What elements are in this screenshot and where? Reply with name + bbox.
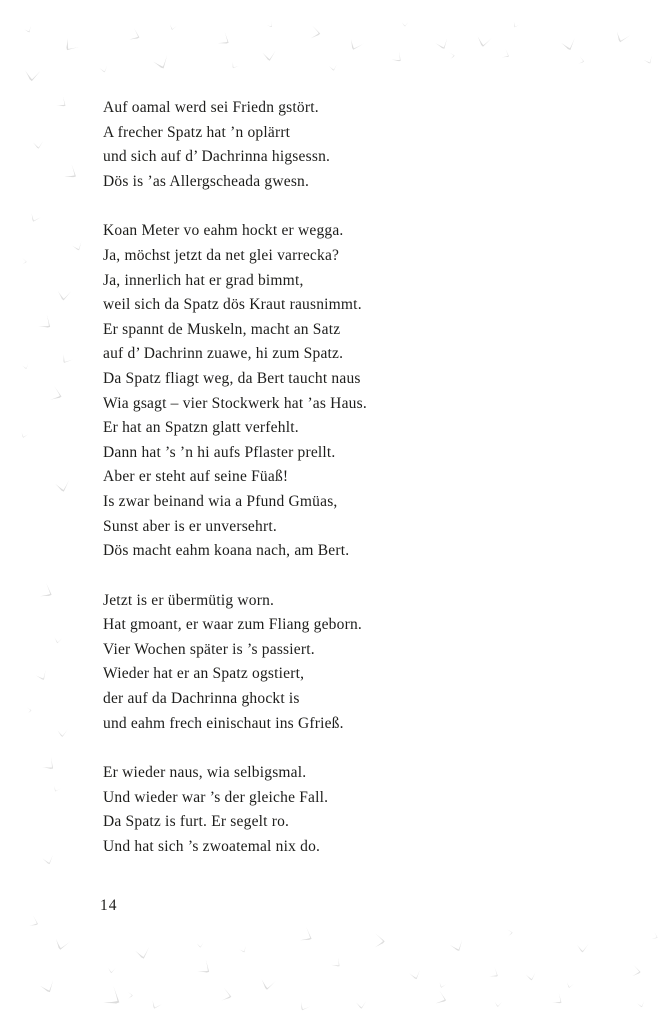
poem-line: Ja, möchst jetzt da net glei varrecka? xyxy=(103,246,340,264)
star-icon xyxy=(396,951,424,979)
star-icon xyxy=(195,18,228,51)
star-icon xyxy=(175,945,209,979)
poem-line: Aber er steht auf seine Füaß! xyxy=(103,468,289,486)
star-icon xyxy=(44,264,81,301)
poem-line: Ja, innerlich hat er grad bimmt, xyxy=(103,271,304,289)
poem-line: Dann hat ’s ’n hi aufs Pflaster prellt. xyxy=(103,443,336,461)
star-icon xyxy=(319,49,340,70)
star-icon xyxy=(71,967,120,1016)
star-icon xyxy=(544,14,580,50)
star-icon xyxy=(229,934,246,951)
star-icon xyxy=(15,418,34,437)
star-icon xyxy=(627,987,646,1006)
star-icon xyxy=(113,987,132,1006)
star-icon xyxy=(42,910,81,949)
star-icon xyxy=(40,150,76,186)
star-icon xyxy=(57,337,83,363)
star-icon xyxy=(472,957,498,983)
star-icon xyxy=(340,14,376,50)
star-icon xyxy=(316,946,339,969)
poem-line: Da Spatz fliagt weg, da Bert taucht naus xyxy=(103,369,361,387)
star-icon xyxy=(294,984,321,1011)
star-icon xyxy=(485,40,509,64)
star-icon xyxy=(13,703,31,721)
star-icon xyxy=(46,709,74,737)
star-icon xyxy=(8,253,26,271)
star-icon xyxy=(274,913,311,950)
star-icon xyxy=(23,743,53,773)
star-icon xyxy=(39,85,66,112)
star-icon xyxy=(604,4,642,42)
star-icon xyxy=(60,226,84,250)
star-icon xyxy=(565,922,596,953)
star-icon xyxy=(284,15,319,50)
star-icon xyxy=(509,9,528,28)
star-icon xyxy=(38,454,75,491)
star-icon xyxy=(493,925,512,944)
star-icon xyxy=(22,654,47,679)
poem-line: auf d’ Dachrinn zuawe, hi zum Spatz. xyxy=(103,345,344,363)
poem-line: Jetzt is er übermütig worn. xyxy=(103,591,275,609)
star-icon xyxy=(195,977,232,1014)
star-icon xyxy=(562,49,583,70)
star-icon xyxy=(135,32,172,69)
star-icon xyxy=(21,121,48,148)
star-icon xyxy=(163,10,183,30)
poem-line: Dös macht eahm koana nach, am Bert. xyxy=(103,542,350,560)
star-icon xyxy=(633,43,654,64)
poem-line: Wieder hat er an Spatz ogstiert, xyxy=(103,665,305,683)
poem-line: Hat gmoant, er waar zum Fliang geborn. xyxy=(103,616,362,634)
star-icon xyxy=(247,950,287,990)
poem-line: Da Spatz is furt. Er segelt ro. xyxy=(103,813,290,831)
star-icon xyxy=(144,981,171,1008)
star-icon xyxy=(29,836,57,864)
poem-line: der auf da Dachrinna ghockt is xyxy=(103,690,300,708)
star-icon xyxy=(344,981,371,1008)
star-icon xyxy=(434,919,466,951)
star-icon xyxy=(188,928,207,947)
poem-line: Er wieder naus, wia selbigsmal. xyxy=(103,764,307,782)
star-icon xyxy=(535,982,562,1009)
star-icon xyxy=(90,52,111,73)
star-icon xyxy=(420,18,451,49)
star-icon xyxy=(48,772,67,791)
poem-line: und sich auf d’ Dachrinna higsessn. xyxy=(103,148,331,166)
star-icon xyxy=(514,954,541,981)
poem-line: Er spannt de Muskeln, macht an Satz xyxy=(103,320,341,338)
star-icon xyxy=(8,905,38,935)
star-icon xyxy=(247,25,283,61)
poem-stanza-2 xyxy=(103,219,423,563)
poem-line: Vier Wochen später is ’s passiert. xyxy=(103,640,315,658)
poem-line: Dös is ’as Allergscheada gwesn. xyxy=(103,172,310,190)
poem-line: Auf oamal werd sei Friedn gstört. xyxy=(103,99,319,116)
poem-line: Is zwar beinand wia a Pfund Gmüas, xyxy=(103,492,338,510)
star-icon xyxy=(14,569,51,606)
star-icon xyxy=(345,923,384,962)
star-icon xyxy=(23,958,57,992)
star-icon xyxy=(16,300,50,334)
poem-line: und eahm frech einischaut ins Gfrieß. xyxy=(103,714,344,732)
star-icon xyxy=(118,921,155,958)
star-icon xyxy=(14,14,31,31)
star-icon xyxy=(9,39,51,81)
star-icon xyxy=(60,16,94,50)
poem-stanza-1 xyxy=(103,96,423,194)
star-icon xyxy=(46,621,67,642)
poem-line: weil sich da Spatz dös Kraut rausnimmt. xyxy=(103,296,362,314)
poem-line: Koan Meter vo eahm hockt er wegga. xyxy=(103,222,344,240)
star-icon xyxy=(227,48,246,67)
star-icon xyxy=(107,17,140,50)
star-icon xyxy=(433,968,452,987)
poem-stanza-3 xyxy=(103,589,423,737)
poem-line: Und wieder war ’s der gleiche Fall. xyxy=(103,788,329,806)
poem-line: Wia gsagt – vier Stockwerk hat ’as Haus. xyxy=(103,394,367,412)
star-icon xyxy=(487,987,507,1007)
poem-line: Und hat sich ’s zwoatemal nix do. xyxy=(103,838,321,856)
star-icon xyxy=(560,968,580,988)
poem-line: Er hat an Spatzn glatt verfehlt. xyxy=(103,419,299,437)
star-icon xyxy=(23,374,62,413)
star-icon xyxy=(394,8,412,26)
poem-stanza-4 xyxy=(103,761,423,859)
poem-line: Sunst aber is er unversehrt. xyxy=(103,517,277,535)
poem-line: A frecher Spatz hat ’n oplärrt xyxy=(103,123,291,141)
page-number: 14 xyxy=(100,897,118,914)
star-icon xyxy=(14,352,31,369)
star-icon xyxy=(435,48,454,67)
poem-text-block xyxy=(103,96,423,885)
star-icon xyxy=(609,956,640,987)
star-icon xyxy=(638,925,657,944)
star-icon xyxy=(375,39,400,64)
star-icon xyxy=(23,194,50,221)
